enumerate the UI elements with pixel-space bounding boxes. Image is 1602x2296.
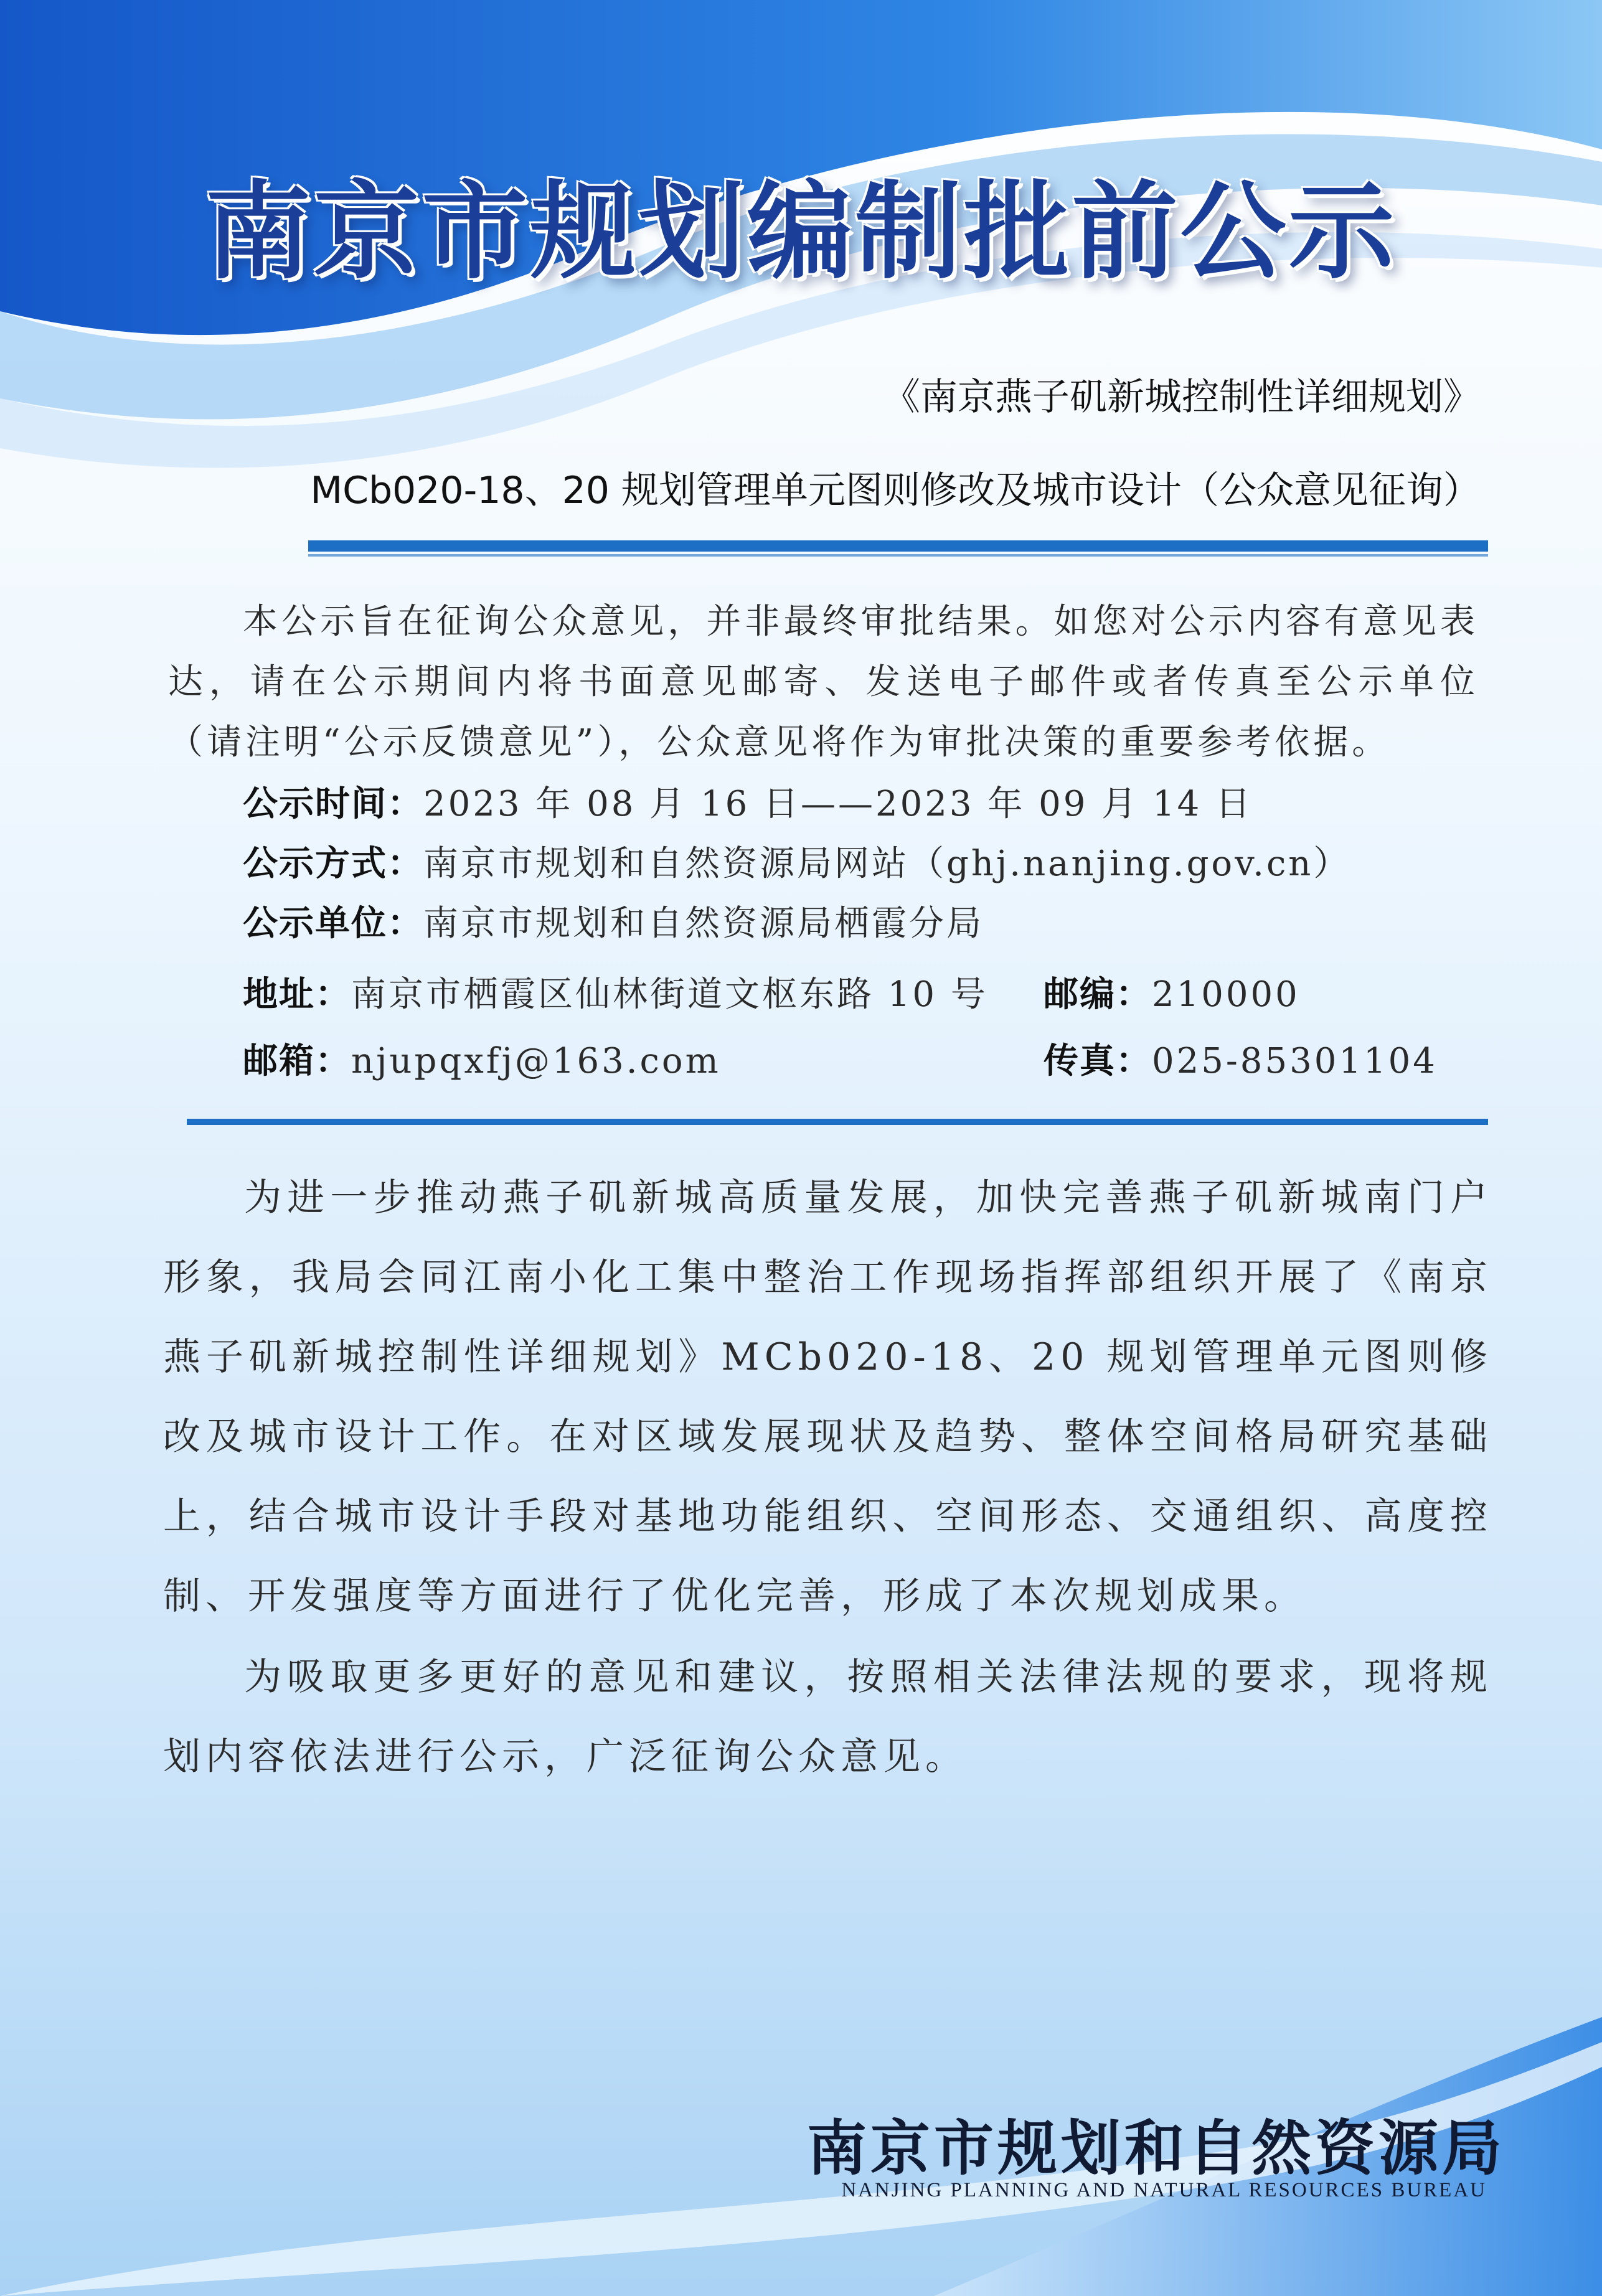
notice-time-label: 公示时间： (243, 784, 423, 824)
postcode-value: 210000 (1152, 974, 1300, 1015)
body-paragraph-2: 为吸取更多更好的意见和建议，按照相关法律法规的要求，现将规划内容依法进行公示，广泛征询公众意见。 (163, 1655, 1492, 1779)
plan-name: 《南京燕子矶新城控制性详细规划》 (883, 375, 1481, 419)
body-paragraph-1: 为进一步推动燕子矶新城高质量发展，加快完善燕子矶新城南门户形象，我局会同江南小化工集中整治工作现场指挥部组织开展了《南京燕子矶新城控制性详细规划》MCb020-18、20 规划管理单元图则修改及城市设计工作。在对区域发展现状及趋势、整体空间格局研究基础上，结合城市设计手段对基地功能组织、空间形态、交通组织、高度控制、开发强度等方面进行了优化完善，形成了本次规划成果。 (163, 1176, 1492, 1618)
address-row (243, 967, 988, 1017)
email-value: njupqxfj@163.com (351, 1041, 721, 1081)
fax-value: 025-85301104 (1152, 1041, 1438, 1081)
notice-method-label: 公示方式： (243, 844, 423, 884)
notice-method-value: 南京市规划和自然资源局网站（ghj.nanjing.gov.cn） (423, 844, 1351, 884)
notice-unit-row (243, 896, 984, 946)
postcode-row (1044, 967, 1300, 1017)
org-name-cn: 南京市规划和自然资源局 (807, 2113, 1505, 2183)
postcode-label: 邮编： (1044, 974, 1152, 1015)
notice-time-value: 2023 年 08 月 16 日——2023 年 09 月 14 日 (423, 784, 1253, 824)
address-label: 地址： (243, 974, 351, 1015)
header-divider (308, 540, 1488, 552)
org-name-en: NANJING PLANNING AND NATURAL RESOURCES BUREAU (841, 2179, 1487, 2201)
fax-row (1044, 1033, 1438, 1083)
email-label: 邮箱： (243, 1041, 351, 1081)
notice-unit-value: 南京市规划和自然资源局栖霞分局 (423, 903, 984, 944)
intro-paragraph: 本公示旨在征询公众意见，并非最终审批结果。如您对公示内容有意见表达，请在公示期间内将书面意见邮寄、发送电子邮件或者传真至公示单位（请注明“公示反馈意见”），公众意见将作为审批决策的重要参考依据。 (168, 601, 1479, 763)
page-title: 南京市规划编制批前公示 (205, 169, 1397, 294)
fax-label: 传真： (1044, 1041, 1152, 1081)
address-value: 南京市栖霞区仙林街道文枢东路 10 号 (351, 974, 988, 1015)
notice-time-row (243, 776, 1253, 826)
section-divider (187, 1119, 1488, 1125)
notice-unit-label: 公示单位： (243, 903, 423, 944)
email-row (243, 1033, 721, 1083)
header-divider-thin (308, 554, 1488, 557)
notice-method-row (243, 836, 1350, 886)
plan-subtitle: MCb020-18、20 规划管理单元图则修改及城市设计（公众意见征询） (310, 469, 1481, 512)
